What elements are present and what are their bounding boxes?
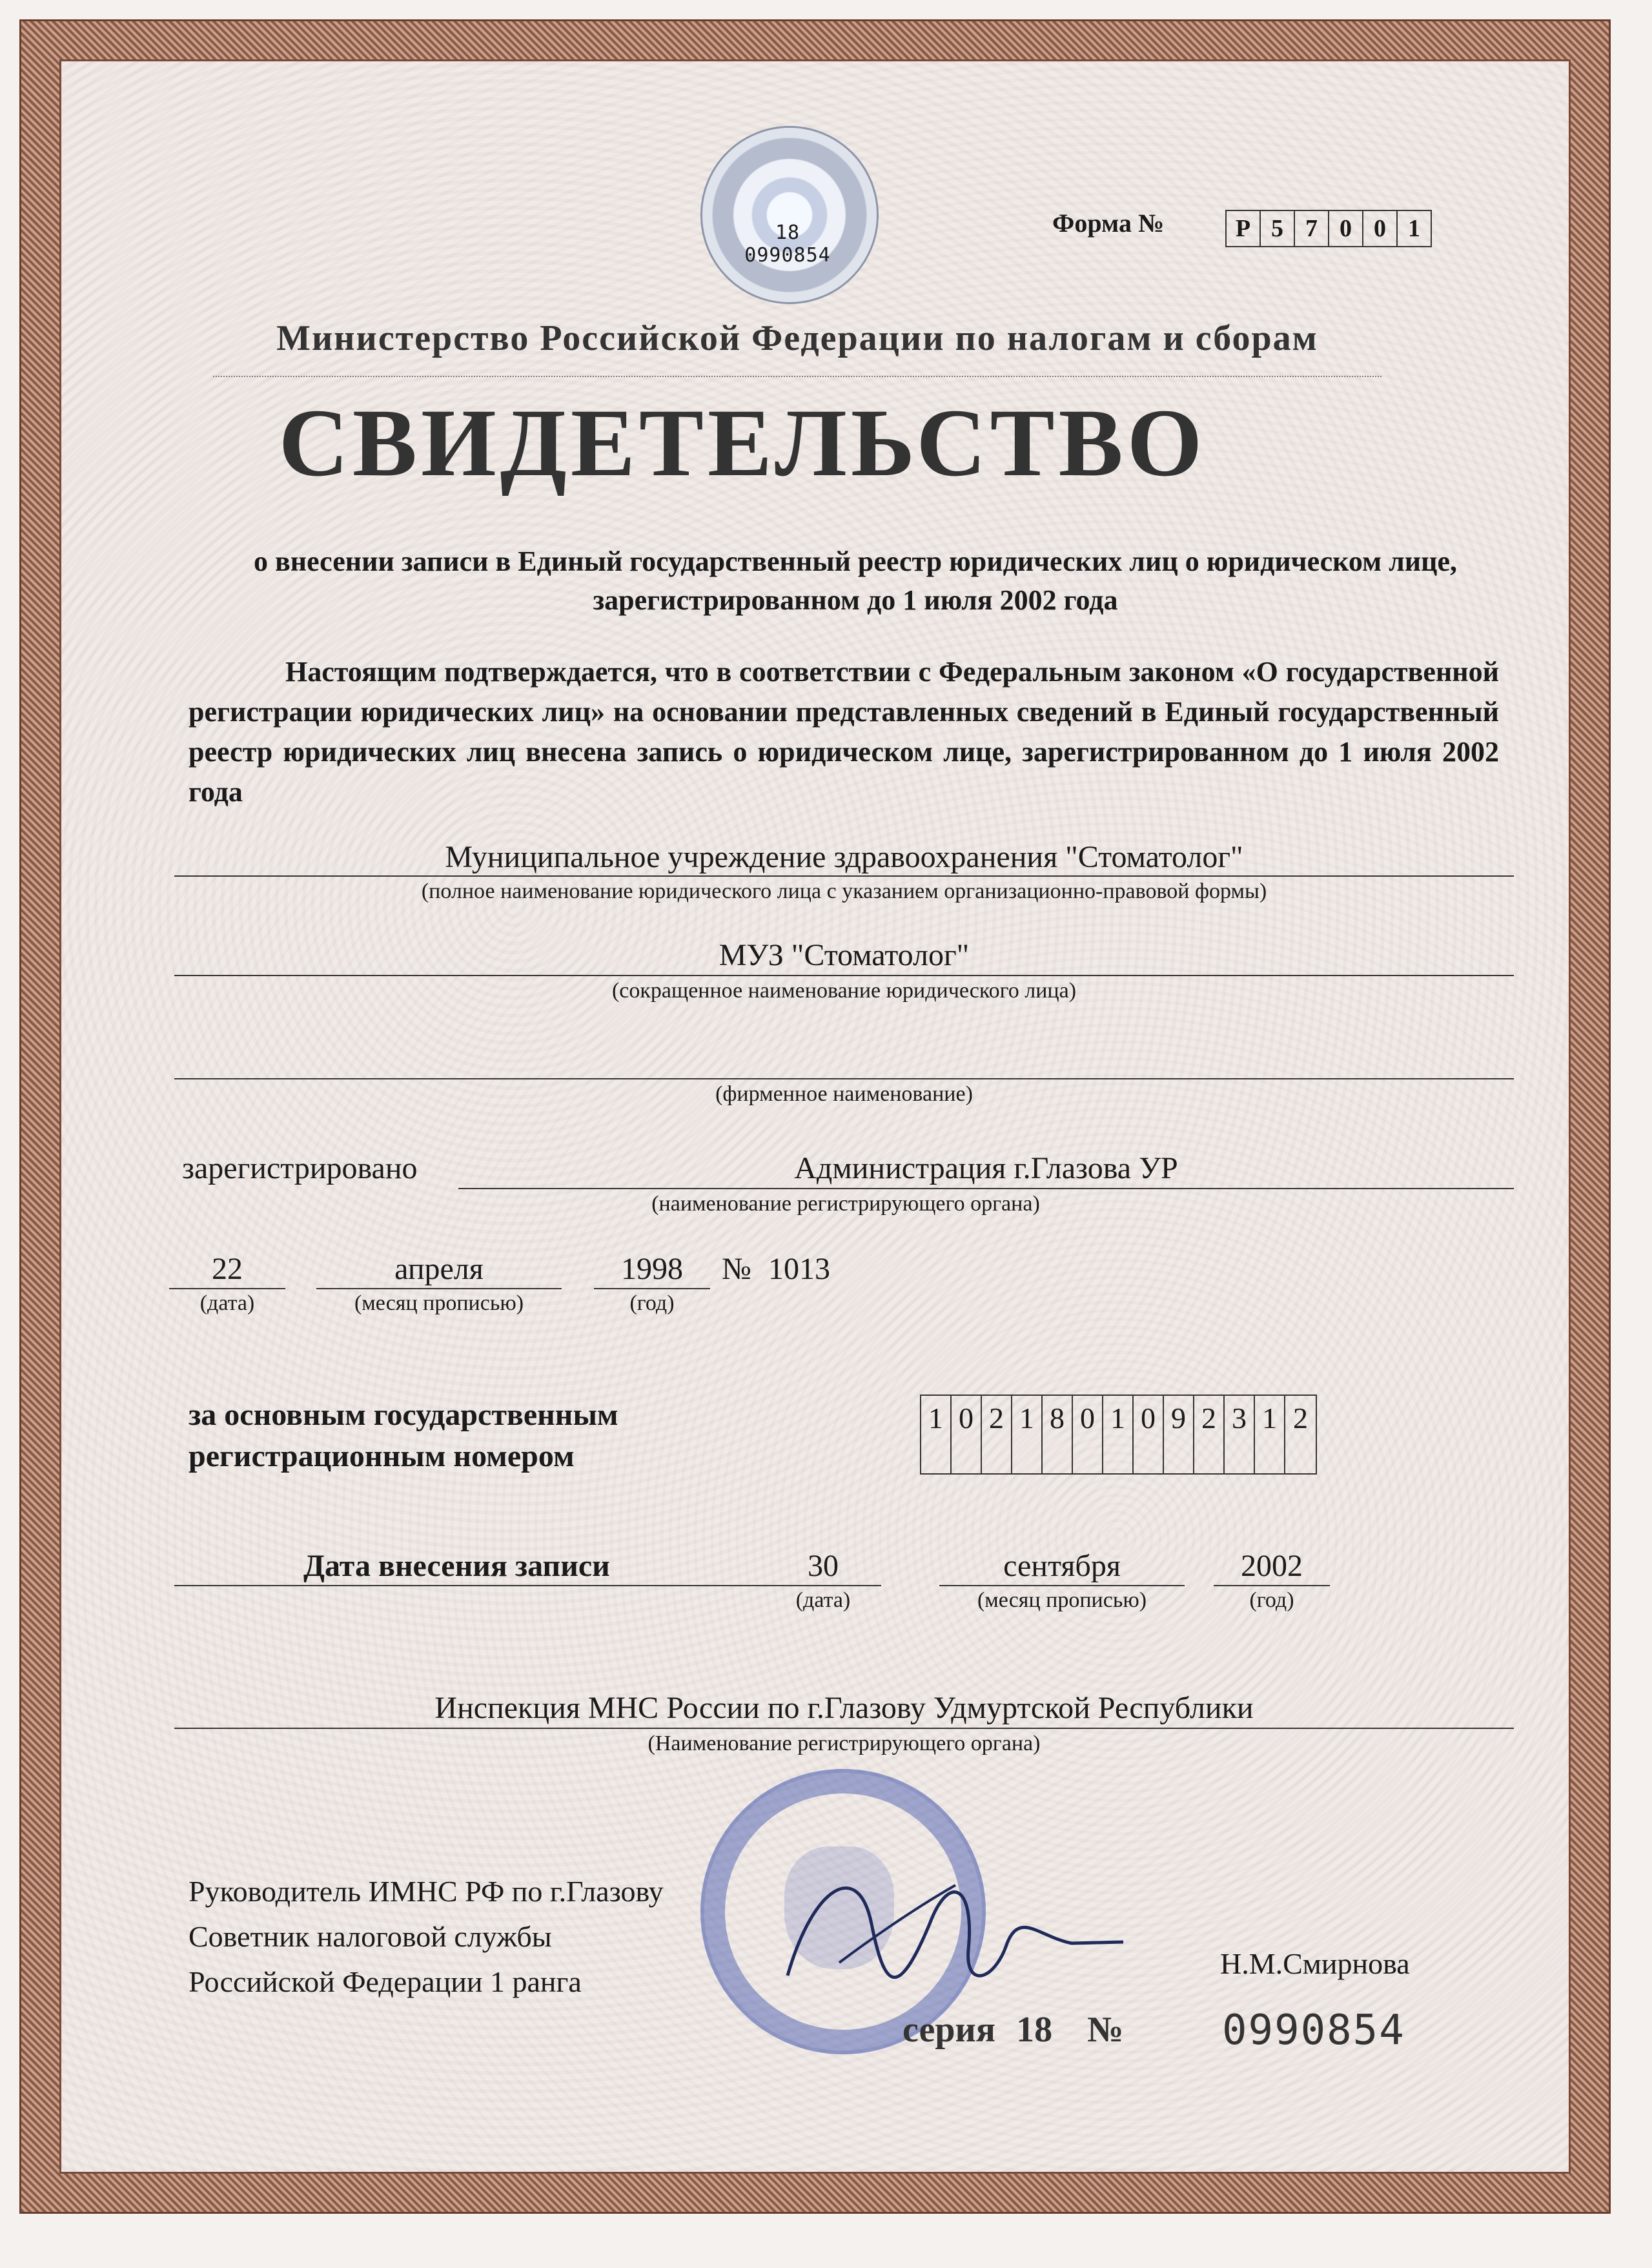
signatory-title-3: Российской Федерации 1 ранга — [189, 1965, 582, 1998]
registration-day: 22 — [212, 1252, 243, 1286]
short-name-line — [174, 975, 1514, 976]
signatory-name: Н.М.Смирнова — [1220, 1947, 1410, 1980]
full-name-caption: (полное наименование юридического лица с указанием организационно-правовой формы) — [421, 879, 1267, 903]
registration-year: 1998 — [621, 1252, 683, 1286]
inspection-line — [174, 1728, 1514, 1729]
registration-number: 1013 — [768, 1252, 830, 1286]
series-value: 18 — [1016, 2010, 1053, 2050]
form-code-char: 5 — [1261, 211, 1295, 246]
ogrn-digit: 1 — [921, 1396, 952, 1473]
signature — [762, 1846, 1123, 2014]
registered-label: зарегистрировано — [182, 1151, 418, 1185]
entry-day-caption: (дата) — [795, 1588, 851, 1612]
ogrn-digit: 1 — [1012, 1396, 1043, 1473]
entity-full-name: Муниципальное учреждение здравоохранения "Стоматолог" — [445, 840, 1243, 874]
entry-year: 2002 — [1241, 1549, 1303, 1583]
authority-caption: (наименование регистрирующего органа) — [651, 1192, 1040, 1216]
signatory-title-1: Руководитель ИМНС РФ по г.Глазову — [189, 1875, 664, 1908]
ogrn-digit: 0 — [1073, 1396, 1103, 1473]
signatory-block — [189, 1869, 664, 2005]
certificate-title: СВИДЕТЕЛЬСТВО — [278, 389, 1207, 496]
ogrn-digit: 2 — [982, 1396, 1012, 1473]
hologram-seal — [700, 126, 879, 304]
ogrn-boxes — [920, 1395, 1317, 1475]
ogrn-digit: 1 — [1103, 1396, 1134, 1473]
inspection-caption: (Наименование регистрирующего органа) — [648, 1732, 1041, 1755]
entry-year-caption: (год) — [1249, 1588, 1294, 1612]
entry-month-caption: (месяц прописью) — [977, 1588, 1147, 1612]
short-name-caption: (сокращенное наименование юридического лица) — [611, 979, 1077, 1003]
form-code-char: 1 — [1408, 215, 1420, 242]
form-code-char: Р — [1227, 211, 1261, 246]
ogrn-label: за основным государственным регистрационным номером — [189, 1398, 618, 1473]
full-name-line — [174, 875, 1514, 877]
form-code-boxes — [1225, 210, 1432, 247]
ogrn-digit: 2 — [1293, 1402, 1308, 1435]
ogrn-digit: 2 — [1194, 1396, 1225, 1473]
inspection-name: Инспекция МНС России по г.Глазову Удмуртской Республики — [434, 1691, 1254, 1725]
authority-line — [458, 1188, 1514, 1189]
registration-month-line — [316, 1288, 562, 1289]
form-label: Форма № — [1052, 209, 1165, 238]
hologram-number: 18 0990854 — [744, 221, 831, 267]
brand-name-line — [174, 1078, 1514, 1079]
registration-year-line — [594, 1288, 710, 1289]
entry-month: сентября — [1003, 1549, 1121, 1583]
registering-authority: Администрация г.Глазова УР — [794, 1151, 1178, 1185]
registration-month-caption: (месяц прописью) — [354, 1291, 524, 1315]
entry-month-line — [939, 1585, 1185, 1586]
form-code-char: 0 — [1329, 211, 1363, 246]
entry-date-label-line — [174, 1585, 881, 1586]
series-number-label: № — [1087, 2010, 1124, 2050]
entry-day: 30 — [808, 1549, 839, 1583]
registration-month: апреля — [394, 1252, 484, 1286]
entity-short-name: МУЗ "Стоматолог" — [719, 938, 970, 972]
registration-number-label: № — [722, 1252, 751, 1286]
registration-year-caption: (год) — [629, 1291, 675, 1315]
series-block — [902, 2009, 1123, 2050]
ogrn-digit: 1 — [1255, 1396, 1285, 1473]
brand-name-caption: (фирменное наименование) — [715, 1082, 973, 1106]
signatory-title-2: Советник налоговой службы — [189, 1920, 552, 1953]
registration-day-caption: (дата) — [199, 1291, 255, 1315]
ministry-underline — [213, 376, 1382, 377]
certificate-subtitle: о внесении записи в Единый государственный реестр юридических лиц о юридическом лице, зарегистрированном до 1 июля 2002 года — [254, 546, 1457, 616]
ogrn-digit: 0 — [1134, 1396, 1164, 1473]
confirmation-text: Настоящим подтверждается, что в соответствии с Федеральным законом «О государственной регистрации юридических лиц» на основании представленных сведений в Единый государственный реестр юридических лиц внесена запись о юридическом лице, зарегистрированном до 1 июля 2002 года — [189, 656, 1499, 808]
serial-number: 0990854 — [1222, 2007, 1405, 2054]
form-code-char: 7 — [1295, 211, 1329, 246]
ogrn-digit: 8 — [1043, 1396, 1073, 1473]
registration-day-line — [169, 1288, 285, 1289]
entry-date-label: Дата внесения записи — [303, 1549, 610, 1583]
form-code-char: 0 — [1363, 211, 1398, 246]
ogrn-digit: 9 — [1164, 1396, 1194, 1473]
entry-year-line — [1214, 1585, 1330, 1586]
series-label: серия — [902, 2010, 996, 2050]
ogrn-digit: 0 — [952, 1396, 982, 1473]
ministry-name: Министерство Российской Федерации по налогам и сборам — [276, 318, 1318, 358]
ogrn-digit: 3 — [1225, 1396, 1255, 1473]
